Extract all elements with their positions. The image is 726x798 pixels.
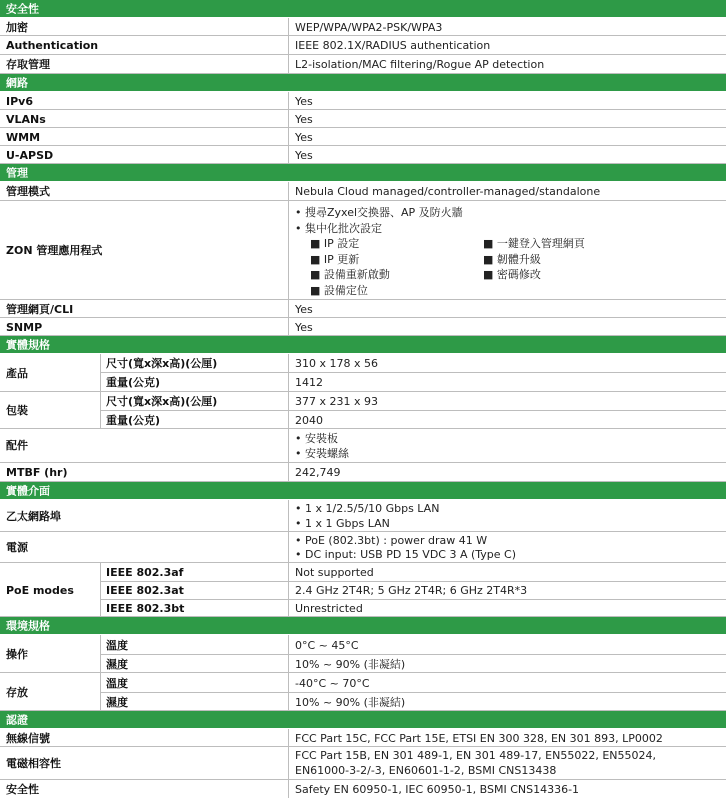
section-header-management: 管理 <box>0 164 726 182</box>
value-accessories-item: • 安裝板 <box>295 432 338 445</box>
row-power <box>0 532 726 563</box>
value-mtbf: 242,749 <box>295 466 341 479</box>
zon-item: ■ 一鍵登入管理網頁 <box>483 237 585 250</box>
section-header-network: 網路 <box>0 74 726 92</box>
value-poe-bt: Unrestricted <box>295 602 363 615</box>
row-wmm <box>0 128 726 146</box>
label-product: 產品 <box>6 367 28 380</box>
value-package-dimensions: 377 x 231 x 93 <box>295 395 378 408</box>
row-authentication <box>0 36 726 55</box>
value-power-item: • DC input: USB PD 15 VDC 3 A (Type C) <box>295 548 517 561</box>
label-vlans: VLANs <box>6 113 46 126</box>
value-operating-humidity: 10% ~ 90% (非凝結) <box>295 658 406 671</box>
row-web-cli <box>0 300 726 318</box>
row-access-management <box>0 55 726 74</box>
label-access-management: 存取管理 <box>6 58 50 71</box>
label-ipv6: IPv6 <box>6 95 33 108</box>
sublabel-operating-humidity: 濕度 <box>106 658 128 671</box>
sublabel-package-weight: 重量(公克) <box>106 414 161 427</box>
value-vlans: Yes <box>295 113 313 126</box>
row-product <box>0 354 726 392</box>
value-web-cli: Yes <box>295 303 313 316</box>
label-wireless: 無線信號 <box>6 732 50 745</box>
row-safety <box>0 780 726 798</box>
zon-bullet-search: • 搜尋Zyxel交換器、AP 及防火牆 <box>295 206 463 219</box>
value-ethernet-item: • 1 x 1/2.5/5/10 Gbps LAN <box>295 502 440 515</box>
label-snmp: SNMP <box>6 321 43 334</box>
row-operating <box>0 635 726 673</box>
label-storage: 存放 <box>6 686 28 699</box>
value-snmp: Yes <box>295 321 313 334</box>
row-storage <box>0 673 726 711</box>
row-poe-modes <box>0 563 726 617</box>
value-uapsd: Yes <box>295 149 313 162</box>
row-vlans <box>0 110 726 128</box>
label-wmm: WMM <box>6 131 41 144</box>
value-operating-temp: 0°C ~ 45°C <box>295 639 359 652</box>
zon-item: ■ 設備定位 <box>310 284 368 297</box>
row-mtbf <box>0 463 726 482</box>
value-poe-at: 2.4 GHz 2T4R; 5 GHz 2T4R; 6 GHz 2T4R*3 <box>295 584 528 597</box>
row-zon-app <box>0 201 726 300</box>
row-package <box>0 392 726 429</box>
label-uapsd: U-APSD <box>6 149 54 162</box>
value-ipv6: Yes <box>295 95 313 108</box>
section-header-hardware: 實體規格 <box>0 336 726 354</box>
label-safety: 安全性 <box>6 783 39 796</box>
row-snmp <box>0 318 726 336</box>
value-access-management: L2-isolation/MAC filtering/Rogue AP detection <box>295 58 545 71</box>
row-management-mode <box>0 182 726 201</box>
value-product-dimensions: 310 x 178 x 56 <box>295 357 378 370</box>
value-authentication: IEEE 802.1X/RADIUS authentication <box>295 39 491 52</box>
value-package-weight: 2040 <box>295 414 323 427</box>
value-safety: Safety EN 60950-1, IEC 60950-1, BSMI CNS14336-1 <box>295 783 580 796</box>
label-accessories: 配件 <box>6 439 28 452</box>
row-emc <box>0 747 726 780</box>
value-wmm: Yes <box>295 131 313 144</box>
zon-item: ■ 設備重新啟動 <box>310 268 390 281</box>
row-encryption <box>0 18 726 36</box>
value-encryption: WEP/WPA/WPA2-PSK/WPA3 <box>295 21 443 34</box>
section-header-environment: 環境規格 <box>0 617 726 635</box>
label-package: 包裝 <box>6 404 28 417</box>
label-operating: 操作 <box>6 648 28 661</box>
label-poe-modes: PoE modes <box>6 584 74 597</box>
sublabel-poe-at: IEEE 802.3at <box>106 584 184 597</box>
section-header-interface: 實體介面 <box>0 482 726 500</box>
sublabel-operating-temp: 溫度 <box>106 639 128 652</box>
label-web-cli: 管理網頁/CLI <box>6 303 74 316</box>
row-accessories <box>0 429 726 463</box>
zon-bullet-batch: • 集中化批次設定 <box>295 222 382 235</box>
value-poe-af: Not supported <box>295 566 374 579</box>
zon-item: ■ IP 設定 <box>310 237 360 250</box>
label-authentication: Authentication <box>6 39 99 52</box>
value-power-item: • PoE (802.3bt) : power draw 41 W <box>295 534 488 547</box>
row-ethernet <box>0 500 726 532</box>
zon-item: ■ IP 更新 <box>310 253 360 266</box>
value-product-weight: 1412 <box>295 376 323 389</box>
value-emc-line2: EN61000-3-2/-3, EN60601-1-2, BSMI CNS13438 <box>295 764 557 777</box>
label-zon-app: ZON 管理應用程式 <box>6 244 103 257</box>
zon-item: ■ 密碼修改 <box>483 268 541 281</box>
value-storage-temp: -40°C ~ 70°C <box>295 677 370 690</box>
value-wireless: FCC Part 15C, FCC Part 15E, ETSI EN 300 328, EN 301 893, LP0002 <box>295 732 663 745</box>
value-emc-line1: FCC Part 15B, EN 301 489-1, EN 301 489-17, EN55022, EN55024, <box>295 749 657 762</box>
sublabel-poe-bt: IEEE 802.3bt <box>106 602 185 615</box>
sublabel-storage-temp: 溫度 <box>106 677 128 690</box>
sublabel-storage-humidity: 濕度 <box>106 696 128 709</box>
label-emc: 電磁相容性 <box>6 757 61 770</box>
value-accessories-item: • 安裝螺絲 <box>295 447 349 460</box>
label-power: 電源 <box>6 541 28 554</box>
zon-item: ■ 韌體升級 <box>483 253 541 266</box>
value-storage-humidity: 10% ~ 90% (非凝結) <box>295 696 406 709</box>
value-ethernet-item: • 1 x 1 Gbps LAN <box>295 517 390 530</box>
label-encryption: 加密 <box>6 21 28 34</box>
label-mtbf: MTBF (hr) <box>6 466 68 479</box>
row-uapsd <box>0 146 726 164</box>
label-ethernet: 乙太網路埠 <box>6 510 61 523</box>
section-header-security: 安全性 <box>0 0 726 18</box>
sublabel-product-dimensions: 尺寸(寬x深x高)(公厘) <box>106 357 218 370</box>
label-management-mode: 管理模式 <box>6 185 50 198</box>
sublabel-product-weight: 重量(公克) <box>106 376 161 389</box>
section-header-certification: 認證 <box>0 711 726 729</box>
value-management-mode: Nebula Cloud managed/controller-managed/standalone <box>295 185 601 198</box>
row-ipv6 <box>0 92 726 110</box>
sublabel-package-dimensions: 尺寸(寬x深x高)(公厘) <box>106 395 218 408</box>
sublabel-poe-af: IEEE 802.3af <box>106 566 184 579</box>
row-wireless <box>0 729 726 747</box>
